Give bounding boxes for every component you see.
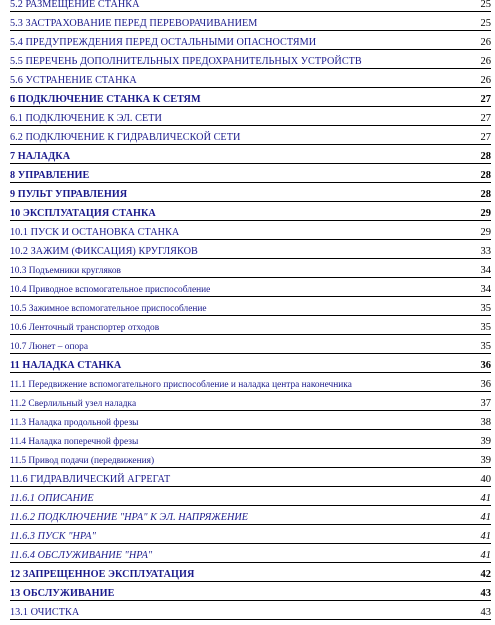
toc-entry-number: 11.1: [10, 380, 27, 390]
toc-entry-page-number: 36: [480, 360, 491, 371]
toc-entry-number: 6.2: [10, 132, 23, 143]
toc-entry-label: Наладка поперечной фрезы: [28, 437, 139, 447]
toc-entry-label: ОПИСАНИЕ: [37, 493, 94, 504]
toc-entry-number: 10.5: [10, 304, 27, 314]
toc-entry-label: УПРАВЛЕНИЕ: [17, 170, 90, 181]
toc-entry-number: 11.6.2: [10, 512, 36, 523]
toc-entry-page-number: 41: [480, 531, 491, 542]
toc-entry-label: Передвижение вспомогательного приспособление и наладка центра наконечника: [28, 380, 352, 390]
toc-entry-title[interactable]: [10, 56, 362, 68]
toc-entry-number: 5.6: [10, 75, 23, 86]
toc-entry-title[interactable]: [10, 246, 198, 258]
toc-entry[interactable]: [10, 487, 491, 506]
toc-entry-page-number: 34: [480, 265, 491, 276]
toc-entry-page-number: 40: [480, 474, 491, 485]
toc-entry[interactable]: [10, 506, 491, 525]
toc-entry-title[interactable]: [10, 94, 201, 106]
toc-entry-number: 11.4: [10, 437, 27, 447]
toc-entry-label: ОБСЛУЖИВАНИЕ "НРА": [37, 550, 153, 561]
toc-entry-title[interactable]: [10, 379, 352, 391]
toc-entry[interactable]: [10, 164, 491, 183]
toc-entry[interactable]: [10, 107, 491, 126]
toc-entry-title[interactable]: [10, 227, 179, 239]
toc-entry-page-number: 26: [480, 56, 491, 67]
toc-entry-title[interactable]: [10, 322, 159, 334]
toc-entry[interactable]: [10, 411, 491, 430]
toc-entry-title[interactable]: [10, 170, 89, 182]
toc-entry[interactable]: [10, 126, 491, 145]
toc-entry-page-number: 41: [480, 493, 491, 504]
toc-entry-label: Ленточный транспортер отходов: [28, 323, 160, 333]
toc-entry-number: 11.6.4: [10, 550, 36, 561]
toc-entry-number: 10.7: [10, 342, 27, 352]
toc-entry[interactable]: [10, 354, 491, 373]
toc-entry-title[interactable]: [10, 37, 316, 49]
toc-entry-page-number: 38: [480, 417, 491, 428]
toc-entry-page-number: 37: [480, 398, 491, 409]
toc-entry[interactable]: [10, 297, 491, 316]
toc-entry-label: Подъемники кругляков: [28, 266, 121, 276]
toc-entry[interactable]: [10, 525, 491, 544]
toc-entry-page-number: 35: [480, 303, 491, 314]
toc-entry-label: ЗАСТРАХОВАНИЕ ПЕРЕД ПЕРЕВОРАЧИВАНИЕМ: [25, 18, 258, 29]
toc-entry-page-number: 43: [480, 607, 491, 618]
toc-entry-title[interactable]: [10, 569, 194, 581]
toc-entry-page-number: 39: [480, 436, 491, 447]
toc-entry[interactable]: [10, 430, 491, 449]
toc-entry-title[interactable]: [10, 189, 127, 201]
toc-entry-label: ПОДКЛЮЧЕНИЕ К ГИДРАВЛИЧЕСКОЙ СЕТИ: [25, 132, 241, 143]
toc-entry-label: ПЕРЕЧЕНЬ ДОПОЛНИТЕЛЬНЫХ ПРЕДОХРАНИТЕЛЬНЫХ УСТРОЙСТВ: [25, 56, 362, 67]
toc-entry-number: 10.1: [10, 227, 29, 238]
toc-entry-number: 10.4: [10, 285, 27, 295]
toc-entry-number: 9: [10, 189, 16, 200]
toc-entry-label: ПУСК И ОСТАНОВКА СТАНКА: [30, 227, 180, 238]
toc-entry-title[interactable]: [10, 151, 70, 163]
toc-entry-title[interactable]: [10, 208, 156, 220]
toc-entry-label: ПУЛЬТ УПРАВЛЕНИЯ: [17, 189, 128, 200]
toc-entry-page-number: 27: [480, 113, 491, 124]
toc-entry-page-number: 43: [480, 588, 491, 599]
toc-entry[interactable]: [10, 183, 491, 202]
toc-entry-page-number: 41: [480, 512, 491, 523]
toc-entry-label: ПОДКЛЮЧЕНИЕ "НРА" К ЭЛ. НАПРЯЖЕНИЕ: [37, 512, 249, 523]
toc-entry-number: 11.2: [10, 399, 27, 409]
toc-entry-title[interactable]: [10, 132, 240, 144]
toc-entry-number: 10.2: [10, 246, 29, 257]
toc-entry-label: Наладка продольной фрезы: [28, 418, 139, 428]
toc-entry-title[interactable]: [10, 265, 121, 277]
toc-entry-title[interactable]: [10, 18, 257, 30]
toc-entry-page-number: 27: [480, 94, 491, 105]
toc-entry-number: 11.6.1: [10, 493, 36, 504]
toc-entry-label: Зажимное вспомогательное приспособление: [28, 304, 207, 314]
toc-entry-page-number: 34: [480, 284, 491, 295]
toc-entry-label: Приводное вспомогательное приспособление: [28, 285, 211, 295]
toc-entry-number: 5.3: [10, 18, 23, 29]
toc-entry[interactable]: [10, 50, 491, 69]
toc-entry-title[interactable]: [10, 588, 114, 600]
toc-entry-label: ГИДРАВЛИЧЕСКИЙ АГРЕГАТ: [30, 474, 171, 485]
toc-entry-number: 12: [10, 569, 21, 580]
toc-entry-title[interactable]: [10, 398, 136, 410]
toc-entry-label: Сверлильный узел наладка: [28, 399, 137, 409]
toc-entry-title[interactable]: [10, 0, 140, 11]
toc-entry[interactable]: [10, 601, 491, 620]
toc-entry-label: ОЧИСТКА: [30, 607, 80, 618]
toc-entry-label: Люнет – опора: [28, 342, 89, 352]
toc-entry-title[interactable]: [10, 531, 96, 543]
toc-entry-page-number: 28: [480, 151, 491, 162]
toc-entry-number: 10.6: [10, 323, 27, 333]
toc-entry-title[interactable]: [10, 455, 154, 467]
toc-entry-label: НАЛАДКА: [17, 151, 71, 162]
toc-entry[interactable]: [10, 145, 491, 164]
toc-entry[interactable]: [10, 31, 491, 50]
toc-entry-page-number: 42: [480, 569, 491, 580]
toc-entry-title[interactable]: [10, 417, 138, 429]
toc-entry[interactable]: [10, 0, 491, 12]
toc-entry[interactable]: [10, 373, 491, 392]
toc-entry-number: 13: [10, 588, 21, 599]
toc-entry-page-number: 33: [480, 246, 491, 257]
toc-entry-label: ПОДКЛЮЧЕНИЕ К ЭЛ. СЕТИ: [25, 113, 162, 124]
toc-entry-page-number: 25: [480, 18, 491, 29]
toc-entry-title[interactable]: [10, 550, 152, 562]
toc-entry-label: ОБСЛУЖИВАНИЕ: [22, 588, 115, 599]
toc-entry-label: ПРЕДУПРЕЖДЕНИЯ ПЕРЕД ОСТАЛЬНЫМИ ОПАСНОСТЯМИ: [25, 37, 317, 48]
toc-entry-title[interactable]: [10, 113, 162, 125]
toc-entry-title[interactable]: [10, 493, 94, 505]
toc-entry-page-number: 25: [480, 0, 491, 10]
toc-entry-label: ЭКСПЛУАТАЦИЯ СТАНКА: [22, 208, 156, 219]
toc-entry-number: 11: [10, 360, 20, 371]
toc-entry-page-number: 26: [480, 75, 491, 86]
toc-entry-title[interactable]: [10, 303, 207, 315]
toc-entry-label: ПОДКЛЮЧЕНИЕ СТАНКА К СЕТЯМ: [17, 94, 201, 105]
toc-entry[interactable]: [10, 88, 491, 107]
toc-entry-label: ПУСК "НРА": [37, 531, 96, 542]
toc-entry-title[interactable]: [10, 284, 210, 296]
toc-entry-label: НАЛАДКА СТАНКА: [22, 360, 122, 371]
toc-entry-page-number: 35: [480, 341, 491, 352]
toc-entry[interactable]: [10, 544, 491, 563]
toc-entry-page-number: 28: [480, 189, 491, 200]
toc-entry-page-number: 26: [480, 37, 491, 48]
toc-entry-title[interactable]: [10, 607, 79, 619]
toc-entry[interactable]: [10, 316, 491, 335]
toc-entry-number: 5.5: [10, 56, 23, 67]
toc-entry-page-number: 29: [480, 227, 491, 238]
toc-entry-number: 11.6.3: [10, 531, 36, 542]
toc-entry[interactable]: [10, 582, 491, 601]
toc-entry-number: 6.1: [10, 113, 23, 124]
toc-entry-page-number: 39: [480, 455, 491, 466]
toc-entry-title[interactable]: [10, 360, 121, 372]
toc-entry-number: 11.6: [10, 474, 28, 485]
toc-entry[interactable]: [10, 468, 491, 487]
toc-entry-label: Привод подачи (передвижения): [28, 456, 155, 466]
toc-entry-page-number: 29: [480, 208, 491, 219]
toc-entry-page-number: 28: [480, 170, 491, 181]
toc-entry[interactable]: [10, 69, 491, 88]
toc-entry[interactable]: [10, 202, 491, 221]
toc-entry-number: 6: [10, 94, 16, 105]
toc-entry[interactable]: [10, 335, 491, 354]
toc-entry[interactable]: [10, 221, 491, 240]
toc-entry-number: 10: [10, 208, 21, 219]
toc-entry-title[interactable]: [10, 341, 88, 353]
toc-entry-page-number: 36: [480, 379, 491, 390]
toc-entry-label: РАЗМЕЩЕНИЕ СТАНКА: [25, 0, 140, 10]
toc-entry[interactable]: [10, 240, 491, 259]
toc-entry-label: ЗАПРЕЩЕННОЕ ЭКСПЛУАТАЦИЯ: [22, 569, 195, 580]
toc-entry-number: 5.2: [10, 0, 23, 10]
toc-entry-title[interactable]: [10, 75, 137, 87]
toc-entry-number: 8: [10, 170, 16, 181]
toc-entry[interactable]: [10, 12, 491, 31]
toc-entry-title[interactable]: [10, 436, 138, 448]
toc-entry-label: УСТРАНЕНИЕ СТАНКА: [25, 75, 137, 86]
toc-entry-number: 5.4: [10, 37, 23, 48]
toc-entry[interactable]: [10, 563, 491, 582]
toc-entry-page-number: 41: [480, 550, 491, 561]
toc-entry-number: 10.3: [10, 266, 27, 276]
toc-entry-label: ЗАЖИМ (ФИКСАЦИЯ) КРУГЛЯКОВ: [30, 246, 198, 257]
toc-entry-page-number: 27: [480, 132, 491, 143]
toc-entry[interactable]: [10, 278, 491, 297]
toc-entry-title[interactable]: [10, 512, 248, 524]
toc-entry-title[interactable]: [10, 474, 170, 486]
toc-entry-number: 11.3: [10, 418, 27, 428]
toc-entry[interactable]: [10, 449, 491, 468]
toc-entry-page-number: 35: [480, 322, 491, 333]
toc-entry-number: 13.1: [10, 607, 29, 618]
toc-entry-number: 11.5: [10, 456, 27, 466]
toc-entry-number: 7: [10, 151, 16, 162]
toc-entry[interactable]: [10, 259, 491, 278]
toc-entry[interactable]: [10, 392, 491, 411]
